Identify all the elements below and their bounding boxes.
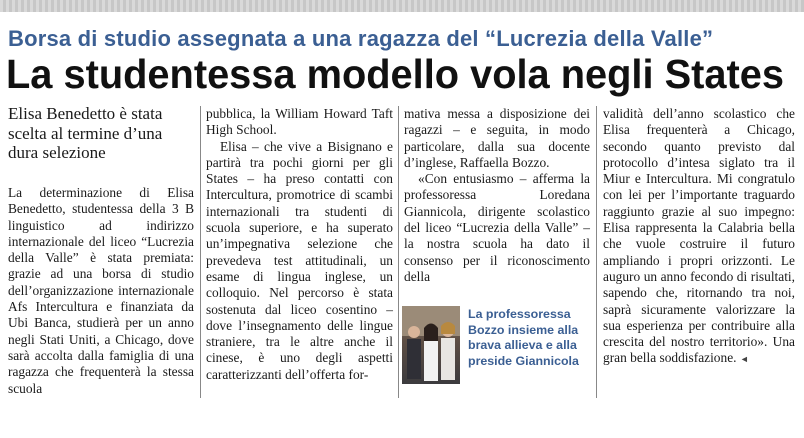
headline: La studentessa modello vola negli States [6,51,784,97]
paragraph: mativa messa a disposizione dei ragazzi – e seguita, in modo particolare, dalla sua docente d’inglese, Raffaella Bozzo. [404,106,590,170]
kicker: Borsa di studio assegnata a una ragazza del “Lucrezia della Valle” [8,26,714,51]
column-4 [603,106,795,368]
top-band [0,0,804,12]
photo [402,306,460,384]
paragraph: La determinazione di Elisa Benedetto, studentessa della 3 B linguistico ad indirizzo internazionale del liceo “Lucrezia della Valle” è stata premiata: grazie ad una borsa di studio dell’organizzazione internazionale Afs Intercultura e finanziata da Ubi Banca, studierà per un anno negli Stati Uniti, a Chicago, dove sarà accolta dalla famiglia di una ragazza che frequenterà la stessa scuola [8,185,194,396]
photo-caption-box [402,300,588,386]
column-rule [398,106,399,398]
paragraph-text: validità dell’anno scolastico che Elisa frequenterà a Chicago, secondo quanto previsto dal protocollo d’intesa siglato tra il Miur e Intercultura. Mi congratulo con lei per l’importante traguardo raggiunto grazie al suo impegno: Elisa rappresenta la Calabria bella che vuole costruire il futuro ampliando i propri orizzonti. Le auguro un anno fecondo di risultati, sapendo che, ritornando tra noi, saprà sicuramente valorizzare la sua esperienza per contribuire alla crescita del nostro territorio». Una gran bella soddisfazione. [603,106,795,366]
paragraph [603,106,795,368]
deck: Elisa Benedetto è stata scelta al termine d’una dura selezione [8,104,163,162]
photo-caption: La professoressa Bozzo insieme alla brava allieva e alla preside Giannicola [468,307,579,368]
column-3 [404,106,590,285]
column-1 [8,185,194,397]
column-2 [206,106,393,383]
paragraph: Elisa – che vive a Bisignano e partirà tra pochi giorni per gli States – ha preso contatti con Intercultura, promotrice di scambi internazionali tra studenti di scuola superiore, e ha superato un’impegnativa selezione che prevedeva test attitudinali, un esame di lingua inglese, un colloquio. Nel percorso è stata sostenuta dal liceo cosentino – dove l’insegnamento delle lingue straniere, tra le altre anche il cinese, è uno degli aspetti caratterizzanti dell’offerta for- [206,138,393,382]
end-mark: ◄ [739,354,749,365]
paragraph: «Con entusiasmo – afferma la professoressa Loredana Giannicola, dirigente scolastico del liceo “Lucrezia della Valle” – la nostra scuola ha dato il consenso per il riconoscimento della [404,171,590,284]
paragraph: pubblica, la William Howard Taft High School. [206,106,393,138]
column-rule [200,106,201,398]
column-rule [596,106,597,398]
